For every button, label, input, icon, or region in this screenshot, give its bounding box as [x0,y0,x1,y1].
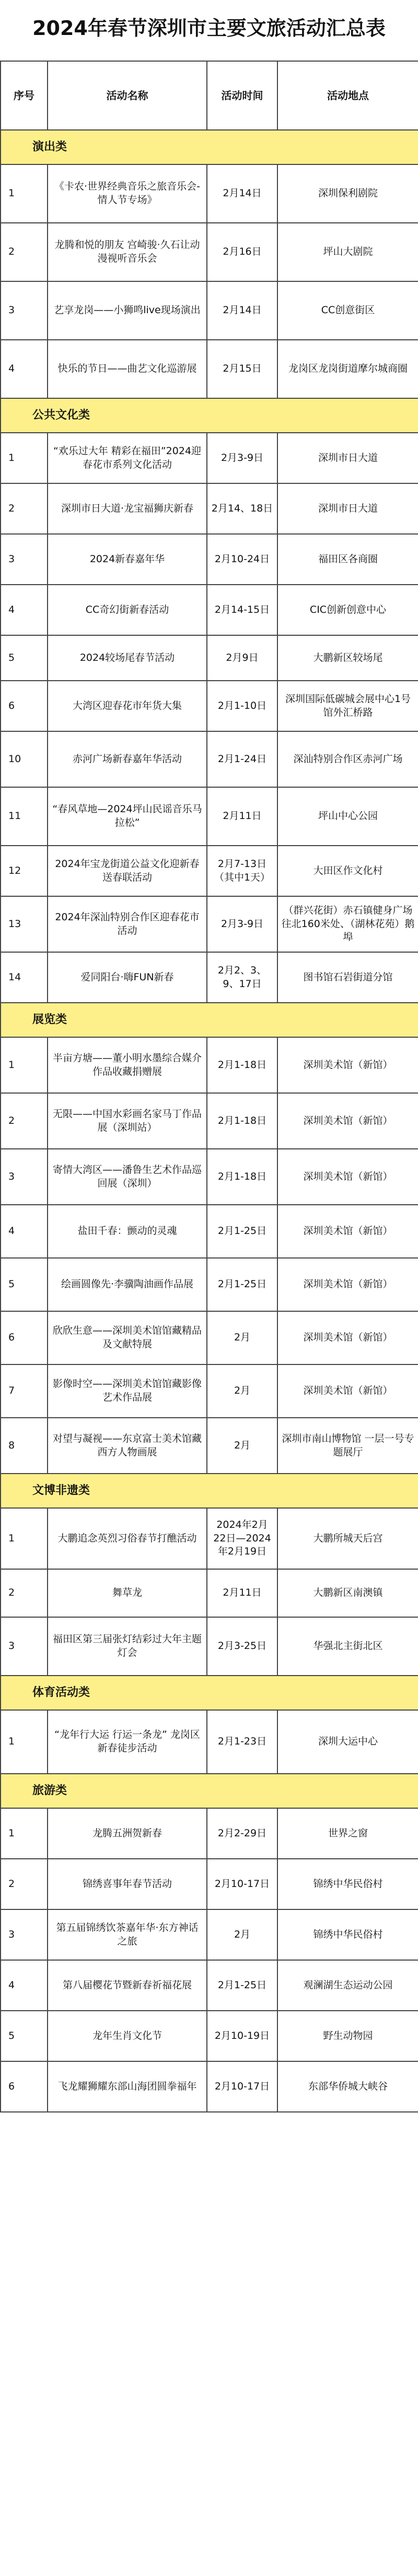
cell-time: 2月10-17日 [207,2061,277,2112]
cell-num: 3 [1,1909,48,1960]
cell-name: 寄情大湾区——潘鲁生艺术作品巡回展（深圳） [48,1149,207,1205]
cell-place: 龙岗区龙岗街道摩尔城商圈 [277,340,418,398]
table-row [1,281,418,340]
cell-place: 野生动物园 [277,2011,418,2061]
section-label: 旅游类 [1,1774,418,1808]
cell-num: 3 [1,281,48,340]
cell-num: 1 [1,433,48,483]
cell-num: 6 [1,681,48,731]
table-row [1,846,418,896]
cell-time: 2月3-25日 [207,1617,277,1676]
cell-place: 深圳美术馆（新馆） [277,1037,418,1093]
cell-time: 2月 [207,1418,277,1474]
table-row [1,1311,418,1364]
table-row [1,483,418,534]
cell-name: 福田区第三届张灯结彩过大年主题灯会 [48,1617,207,1676]
table-row [1,1205,418,1258]
cell-place: （群兴花街）赤石镇健身广场往北160米处、（湖林花苑）鹅埠 [277,896,418,952]
section-label: 展览类 [1,1003,418,1037]
table-body [1,61,418,2112]
cell-place: 深圳美术馆（新馆） [277,1205,418,1258]
cell-time: 2月2、3、9、17日 [207,952,277,1003]
cell-name: 2024较场尾春节活动 [48,635,207,681]
cell-name: 飞龙耀狮耀东部山海团圆拳福年 [48,2061,207,2112]
cell-time: 2月 [207,1364,277,1418]
section-label: 文博非遗类 [1,1474,418,1508]
cell-time: 2月14日 [207,281,277,340]
table-row [1,1508,418,1569]
section-header-row [1,130,418,164]
cell-place: 深圳市日大道 [277,483,418,534]
cell-num: 4 [1,585,48,635]
cell-num: 3 [1,1149,48,1205]
section-header-row [1,1676,418,1710]
cell-num: 2 [1,1859,48,1909]
cell-num: 1 [1,164,48,223]
cell-num: 2 [1,483,48,534]
cell-time: 2月7-13日（其中1天） [207,846,277,896]
cell-place: 大田区作文化村 [277,846,418,896]
section-label: 体育活动类 [1,1676,418,1710]
table-row [1,1859,418,1909]
table-row [1,1149,418,1205]
section-header-row [1,1774,418,1808]
table-row [1,731,418,787]
cell-num: 12 [1,846,48,896]
section-label: 公共文化类 [1,398,418,433]
cell-num: 2 [1,1569,48,1617]
cell-name: 大鹏追念英烈习俗春节打醮活动 [48,1508,207,1569]
activity-table [0,61,418,2112]
cell-num: 4 [1,340,48,398]
table-row [1,1364,418,1418]
table-row [1,1569,418,1617]
cell-name: 锦绣喜事年春节活动 [48,1859,207,1909]
table-row [1,340,418,398]
cell-time: 2月3-9日 [207,896,277,952]
cell-name: 第八届樱花节暨新春祈福花展 [48,1960,207,2011]
cell-place: 深圳市日大道 [277,433,418,483]
cell-name: 艺享龙岗——小狮鸣live现场演出 [48,281,207,340]
cell-name: 半亩方塘——董小明水墨综合媒介作品收藏捐赠展 [48,1037,207,1093]
cell-place: 华强北主街北区 [277,1617,418,1676]
cell-num: 3 [1,534,48,585]
cell-place: 锦绣中华民俗村 [277,1909,418,1960]
cell-time: 2月16日 [207,223,277,281]
cell-name: 影像时空——深圳美术馆馆藏影像艺术作品展 [48,1364,207,1418]
header-place: 活动地点 [277,61,418,130]
cell-num: 11 [1,787,48,846]
cell-time: 2月1-25日 [207,1960,277,2011]
cell-time: 2月 [207,1909,277,1960]
table-row [1,1037,418,1093]
cell-name: 第五届锦绣饮茶嘉年华·东方神话之旅 [48,1909,207,1960]
section-label: 演出类 [1,130,418,164]
cell-place: 深圳美术馆（新馆） [277,1149,418,1205]
cell-place: CIC创新创意中心 [277,585,418,635]
cell-place: CC创意街区 [277,281,418,340]
cell-place: 大鹏新区较场尾 [277,635,418,681]
table-row [1,1258,418,1311]
cell-num: 6 [1,1311,48,1364]
cell-place: 深汕特别合作区赤河广场 [277,731,418,787]
table-row [1,681,418,731]
cell-name: 《卡农·世界经典音乐之旅音乐会-情人节专场》 [48,164,207,223]
header-num: 序号 [1,61,48,130]
table-row [1,635,418,681]
cell-place: 深圳美术馆（新馆） [277,1258,418,1311]
cell-place: 大鹏所城天后宫 [277,1508,418,1569]
cell-name: “欢乐过大年 精彩在福田”2024迎春花市系列文化活动 [48,433,207,483]
cell-time: 2月1-18日 [207,1093,277,1149]
cell-time: 2月1-23日 [207,1710,277,1774]
section-header-row [1,1474,418,1508]
cell-name: 2024年宝龙街道公益文化迎新春送春联活动 [48,846,207,896]
cell-num: 1 [1,1808,48,1859]
cell-name: 舞草龙 [48,1569,207,1617]
cell-place: 图书馆石岩街道分馆 [277,952,418,1003]
table-row [1,433,418,483]
cell-time: 2月9日 [207,635,277,681]
cell-time: 2月14-15日 [207,585,277,635]
cell-num: 2 [1,223,48,281]
cell-name: 2024年深汕特别合作区迎春花市活动 [48,896,207,952]
table-row [1,534,418,585]
cell-num: 2 [1,1093,48,1149]
header-time: 活动时间 [207,61,277,130]
cell-name: 欣欣生意——深圳美术馆馆藏精品及文献特展 [48,1311,207,1364]
cell-name: “春风草地—2024坪山民谣音乐马拉松” [48,787,207,846]
cell-place: 深圳市南山博物馆 一层一号专题展厅 [277,1418,418,1474]
table-row [1,2061,418,2112]
cell-time: 2月1-10日 [207,681,277,731]
cell-time: 2月14日 [207,164,277,223]
cell-num: 4 [1,1960,48,2011]
cell-time: 2月1-18日 [207,1037,277,1093]
cell-name: “龙年行大运 行运一条龙” 龙岗区新春徒步活动 [48,1710,207,1774]
cell-name: 龙腾和悦的朋友 宫崎骏·久石让动漫视听音乐会 [48,223,207,281]
cell-time: 2月 [207,1311,277,1364]
cell-place: 东部华侨城大峡谷 [277,2061,418,2112]
cell-name: 深圳市日大道·龙宝福狮庆新春 [48,483,207,534]
header-name: 活动名称 [48,61,207,130]
cell-time: 2月1-24日 [207,731,277,787]
cell-place: 福田区各商圈 [277,534,418,585]
cell-time: 2月10-19日 [207,2011,277,2061]
cell-name: 龙腾五洲贺新春 [48,1808,207,1859]
cell-num: 5 [1,2011,48,2061]
cell-place: 深圳大运中心 [277,1710,418,1774]
cell-time: 2月14、18日 [207,483,277,534]
cell-time: 2月10-17日 [207,1859,277,1909]
table-row [1,164,418,223]
table-row [1,1808,418,1859]
cell-name: CC奇幻街新春活动 [48,585,207,635]
cell-place: 深圳美术馆（新馆） [277,1093,418,1149]
table-row [1,1418,418,1474]
table-row [1,585,418,635]
cell-time: 2024年2月22日—2024年2月19日 [207,1508,277,1569]
cell-name: 绘画圆像先·李骥陶油画作品展 [48,1258,207,1311]
cell-num: 6 [1,2061,48,2112]
cell-place: 锦绣中华民俗村 [277,1859,418,1909]
cell-place: 大鹏新区南澳镇 [277,1569,418,1617]
table-row [1,1909,418,1960]
cell-name: 大湾区迎春花市年货大集 [48,681,207,731]
table-row [1,896,418,952]
cell-place: 坪山大剧院 [277,223,418,281]
page-title: 2024年春节深圳市主要文旅活动汇总表 [32,16,386,40]
section-header-row [1,398,418,433]
cell-num: 8 [1,1418,48,1474]
table-row [1,2011,418,2061]
cell-time: 2月1-25日 [207,1205,277,1258]
cell-time: 2月15日 [207,340,277,398]
cell-num: 1 [1,1508,48,1569]
cell-time: 2月11日 [207,787,277,846]
cell-place: 坪山中心公园 [277,787,418,846]
cell-place: 观澜湖生态运动公园 [277,1960,418,2011]
cell-time: 2月1-25日 [207,1258,277,1311]
section-header-row [1,1003,418,1037]
cell-time: 2月1-18日 [207,1149,277,1205]
cell-place: 深圳美术馆（新馆） [277,1311,418,1364]
table-row [1,1093,418,1149]
cell-name: 2024新春嘉年华 [48,534,207,585]
cell-place: 世界之窗 [277,1808,418,1859]
cell-name: 快乐的节日——曲艺文化巡游展 [48,340,207,398]
cell-num: 5 [1,635,48,681]
table-row [1,1960,418,2011]
cell-num: 1 [1,1710,48,1774]
cell-num: 10 [1,731,48,787]
cell-name: 盐田千春：颤动的灵魂 [48,1205,207,1258]
cell-place: 深圳国际低碳城会展中心1号馆外汇桥路 [277,681,418,731]
cell-place: 深圳美术馆（新馆） [277,1364,418,1418]
cell-name: 对望与凝视——东京富士美术馆藏西方人物画展 [48,1418,207,1474]
cell-num: 1 [1,1037,48,1093]
table-row [1,1710,418,1774]
table-header-row [1,61,418,130]
cell-time: 2月10-24日 [207,534,277,585]
cell-time: 2月11日 [207,1569,277,1617]
table-row [1,223,418,281]
cell-num: 13 [1,896,48,952]
cell-name: 龙年生肖文化节 [48,2011,207,2061]
cell-time: 2月2-29日 [207,1808,277,1859]
cell-place: 深圳保利剧院 [277,164,418,223]
cell-num: 3 [1,1617,48,1676]
cell-name: 无限——中国水彩画名家马丁作品展（深圳站） [48,1093,207,1149]
table-row [1,1617,418,1676]
cell-name: 爱同阳台·嗨FUN新春 [48,952,207,1003]
cell-num: 5 [1,1258,48,1311]
table-row [1,787,418,846]
cell-time: 2月3-9日 [207,433,277,483]
table-row [1,952,418,1003]
cell-num: 4 [1,1205,48,1258]
cell-num: 7 [1,1364,48,1418]
cell-num: 14 [1,952,48,1003]
cell-name: 赤河广场新春嘉年华活动 [48,731,207,787]
